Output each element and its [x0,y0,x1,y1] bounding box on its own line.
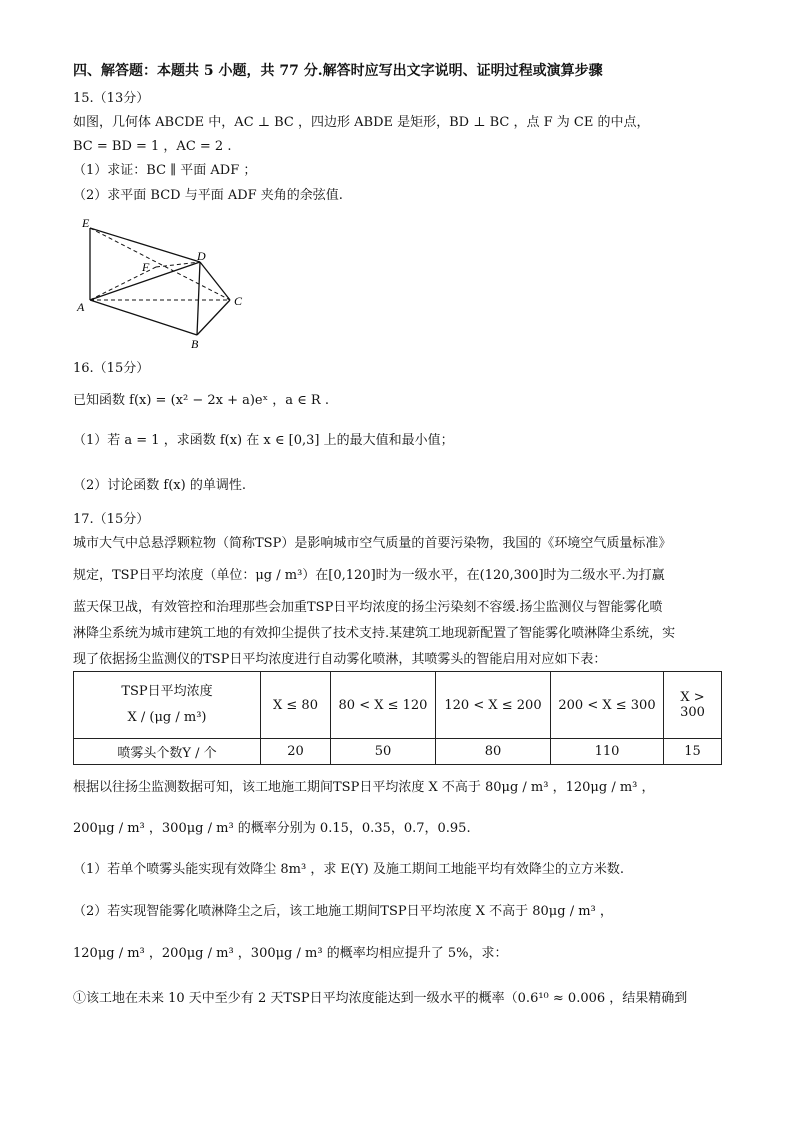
row-label-cell: 喷雾头个数Y / 个 [74,739,261,765]
label-F: F [142,260,150,274]
count-cell: 80 [436,739,551,765]
table-row [74,672,722,739]
header-line2: X / (μg / m³) [127,710,207,725]
q17-part1: （1）若单个喷雾头能实现有效降尘 8m³ ，求 E(Y) 及施工期间工地能平均有效降尘的立方米数. [73,862,624,877]
label-C: C [234,294,243,308]
range-cell: 80 < X ≤ 120 [331,672,436,739]
q15-header: 15.（13分） [73,91,150,106]
q17-para5: 现了依据扬尘监测仪的TSP日平均浓度进行自动雾化喷淋，其喷雾头的智能启用对应如下表： [73,652,607,667]
table-row [74,739,722,765]
q17-para4: 淋降尘系统为城市建筑工地的有效抑尘提供了技术支持.某建筑工地现新配置了智能雾化喷淋降尘系统，实 [73,626,676,641]
label-B: B [191,337,199,351]
table-header-cell [74,672,261,739]
q17-part2-line1: （2）若实现智能雾化喷淋降尘之后，该工地施工期间TSP日平均浓度 X 不高于 80μg / m³ ， [73,904,613,919]
q15-part2: （2）求平面 BCD 与平面 ADF 夹角的余弦值. [73,188,343,203]
q15-stem-line1: 如图，几何体 ABCDE 中，AC ⊥ BC ，四边形 ABDE 是矩形，BD ⊥ BC ，点 F 为 CE 的中点， [73,115,650,130]
count-cell: 50 [331,739,436,765]
count-cell: 110 [551,739,664,765]
label-D: D [197,249,206,263]
section-title: 四、解答题：本题共 5 小题，共 77 分.解答时应写出文字说明、证明过程或演算步骤 [73,63,603,79]
header-line1: TSP日平均浓度 [121,684,213,699]
q17-para7: 200μg / m³ ，300μg / m³ 的概率分别为 0.15，0.35，0.7，0.95. [73,821,471,836]
geometry-figure [72,212,262,352]
range-cell: 120 < X ≤ 200 [436,672,551,739]
q17-para2: 规定，TSP日平均浓度（单位：μg / m³）在[0,120]时为一级水平，在(120,300]时为二级水平.为打赢 [73,568,665,583]
q17-part2-line2: 120μg / m³ ，200μg / m³ ，300μg / m³ 的概率均相应提升了 5%，求： [73,946,508,961]
tsp-table [73,671,722,765]
range-cell: X ≤ 80 [261,672,331,739]
q17-part2-line3: ①该工地在未来 10 天中至少有 2 天TSP日平均浓度能达到一级水平的概率（0.6¹⁰ ≈ 0.006 ，结果精确到 [73,991,688,1006]
q16-part1: （1）若 a = 1 ，求函数 f(x) 在 x ∈ [0,3] 上的最大值和最小值； [73,433,454,448]
q16-stem: 已知函数 f(x) = (x² − 2x + a)eˣ ，a ∈ R . [73,393,329,408]
range-cell: 200 < X ≤ 300 [551,672,664,739]
count-cell: 15 [664,739,722,765]
q15-stem-line2: BC = BD = 1 ，AC = 2 . [73,139,232,154]
q15-part1: （1）求证：BC ∥ 平面 ADF ； [73,163,257,178]
q17-header: 17.（15分） [73,512,150,527]
count-cell: 20 [261,739,331,765]
q16-header: 16.（15分） [73,361,150,376]
range-cell: X > 300 [664,672,722,739]
label-E: E [82,216,90,230]
q16-part2: （2）讨论函数 f(x) 的单调性. [73,478,246,493]
q17-para1: 城市大气中总悬浮颗粒物（简称TSP）是影响城市空气质量的首要污染物，我国的《环境空气质量标准》 [73,536,672,551]
q17-para6: 根据以往扬尘监测数据可知，该工地施工期间TSP日平均浓度 X 不高于 80μg / m³ ，120μg / m³ ， [73,780,655,795]
q17-para3: 蓝天保卫战，有效管控和治理那些会加重TSP日平均浓度的扬尘污染刻不容缓.扬尘监测仪与智能雾化喷 [73,600,663,615]
label-A: A [77,300,85,314]
